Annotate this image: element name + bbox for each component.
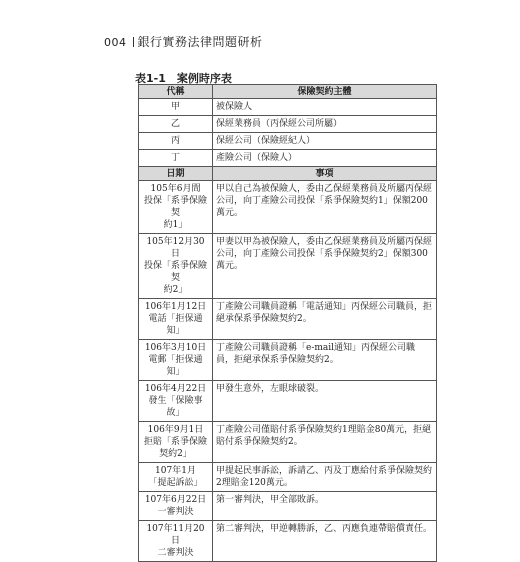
- event-date-line: 電郵「拒保通知」: [148, 355, 203, 377]
- event-date-line: 107年6月22日: [144, 495, 207, 505]
- event-date-line: 106年3月10日: [144, 343, 207, 353]
- column-header-event: 事項: [213, 167, 437, 181]
- event-date-line: 106年9月1日: [147, 425, 204, 435]
- party-row: [139, 116, 437, 133]
- party-code: 丁: [139, 150, 213, 167]
- book-title: 銀行實務法律問題研析: [137, 35, 263, 49]
- event-row: [139, 463, 437, 492]
- event-date: [139, 492, 213, 521]
- event-date-line: 105年12月30日: [146, 237, 205, 259]
- event-description: 甲提起民事訴訟，訴請乙、丙及丁應給付系爭保險契約2理賠金120萬元。: [213, 463, 437, 492]
- event-date-line: 約1」: [163, 220, 188, 230]
- party-row: [139, 133, 437, 150]
- event-date-line: 106年1月12日: [144, 302, 207, 312]
- event-date-line: 107年1月: [155, 466, 196, 476]
- event-date-line: 約2」: [163, 285, 188, 295]
- party-code: 乙: [139, 116, 213, 133]
- header-divider: [133, 37, 134, 47]
- event-description: 甲發生意外，左眼球破裂。: [213, 381, 437, 422]
- party-row: [139, 99, 437, 116]
- event-date-line: 發生「保險事故」: [148, 396, 203, 418]
- event-row: [139, 422, 437, 463]
- event-description: 丁產險公司職員證稱「電話通知」丙保經公司職員，拒絕承保系爭保險契約2。: [213, 299, 437, 340]
- column-header-party: 保險契約主體: [213, 85, 437, 99]
- column-header-code: 代稱: [139, 85, 213, 99]
- party-header-row: [139, 85, 437, 99]
- event-date-line: 投保「系爭保險契: [143, 261, 207, 283]
- party-code: 丙: [139, 133, 213, 150]
- event-description: 第二審判決，甲逆轉勝訴，乙、丙應負連帶賠償責任。: [213, 521, 437, 562]
- event-date: [139, 234, 213, 299]
- event-date-line: 二審判決: [157, 548, 194, 558]
- event-row: [139, 381, 437, 422]
- event-description: 丁產險公司僅賠付系爭保險契約1理賠金80萬元，拒絕賠付系爭保險契約2。: [213, 422, 437, 463]
- party-role: 被保險人: [213, 99, 437, 116]
- event-date-line: 電話「拒保通知」: [148, 314, 203, 336]
- case-timeline-table: [138, 84, 437, 562]
- running-header: [104, 33, 263, 50]
- event-date: [139, 422, 213, 463]
- page-number: 004: [104, 36, 127, 49]
- event-row: [139, 340, 437, 381]
- table-caption: 表1-1 案例時序表: [135, 72, 232, 85]
- event-date: [139, 340, 213, 381]
- event-row: [139, 181, 437, 234]
- event-date: [139, 181, 213, 234]
- event-description: 第一審判決，甲全部敗訴。: [213, 492, 437, 521]
- event-description: 甲以自己為被保險人，委由乙保經業務員及所屬丙保經公司，向丁產險公司投保「系爭保險契約1」保額200萬元。: [213, 181, 437, 234]
- party-row: [139, 150, 437, 167]
- event-date: [139, 299, 213, 340]
- event-date-line: 投保「系爭保險契: [143, 196, 207, 218]
- event-row: [139, 521, 437, 562]
- event-description: 甲妻以甲為被保險人，委由乙保經業務員及所屬丙保經公司，向丁產險公司投保「系爭保險契約2」保額300萬元。: [213, 234, 437, 299]
- event-date-line: 106年4月22日: [144, 384, 207, 394]
- party-code: 甲: [139, 99, 213, 116]
- event-date-line: 一審判決: [157, 507, 194, 517]
- event-header-row: [139, 167, 437, 181]
- event-row: [139, 234, 437, 299]
- event-date-line: 107年11月20日: [146, 524, 205, 546]
- event-date: [139, 381, 213, 422]
- event-description: 丁產險公司職員證稱「e-mail通知」丙保經公司職員，拒絕承保系爭保險契約2。: [213, 340, 437, 381]
- event-date-line: 拒賠「系爭保險契約2」: [143, 437, 207, 459]
- event-date-line: 「提起訴訟」: [148, 478, 203, 488]
- event-date-line: 105年6月間: [150, 184, 201, 194]
- event-date: [139, 463, 213, 492]
- event-row: [139, 299, 437, 340]
- party-role: 保經公司（保險經紀人）: [213, 133, 437, 150]
- event-date: [139, 521, 213, 562]
- column-header-date: 日期: [139, 167, 213, 181]
- event-row: [139, 492, 437, 521]
- party-role: 保經業務員（丙保經公司所屬）: [213, 116, 437, 133]
- party-role: 產險公司（保險人）: [213, 150, 437, 167]
